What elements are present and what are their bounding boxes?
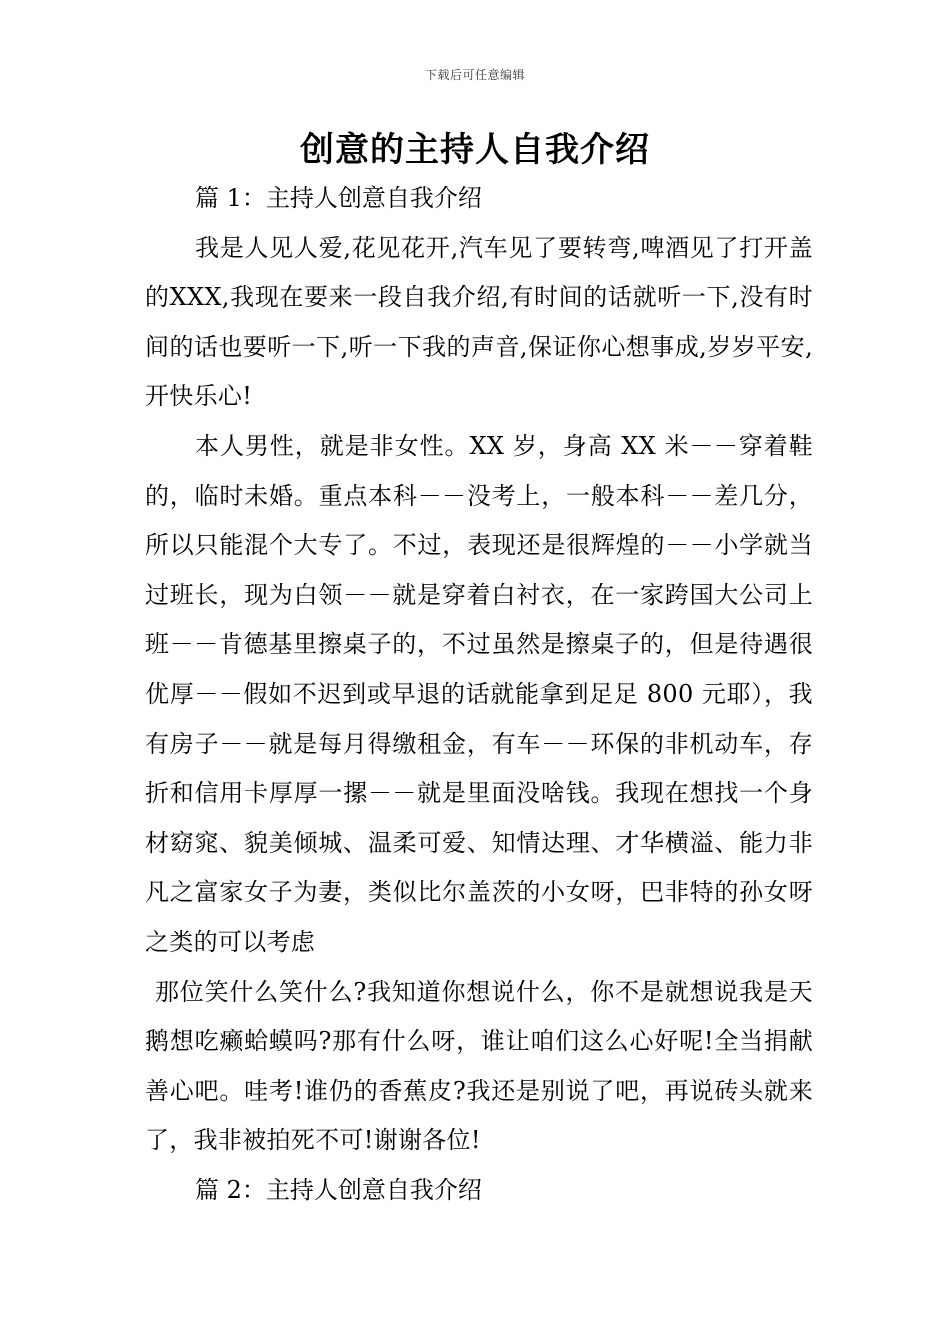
paragraph: 本人男性，就是非女性。XX 岁，身高 XX 米－－穿着鞋的，临时未婚。重点本科－－没考上，一般本科－－差几分，所以只能混个大专了。不过，表现还是很辉煌的－－小学就当过班长，现为白领－－就是穿着白衬衣，在一家跨国大公司上班－－肯德基里擦桌子的，不过虽然是擦桌子的，但是待遇很优厚－－假如不迟到或早退的话就能拿到足足 800 元耶），我有房子－－就是每月得缴租金，有车－－环保的非机动车，存折和信用卡厚厚一摞－－就是里面没啥钱。我现在想找一个身材窈窕、貌美倾城、温柔可爱、知情达理、才华横溢、能力非凡之富家女子为妻，类似比尔盖茨的小女呀，巴非特的孙女呀之类的可以考虑 [145,431,813,956]
paragraph: 那位笑什么笑什么?我知道你想说什么，你不是就想说我是天鹅想吃癞蛤蟆吗?那有什么呀，谁让咱们这么心好呢!全当捐献善心吧。哇考!谁仍的香蕉皮?我还是别说了吧，再说砖头就来了，我非被拍死不可!谢谢各位! [145,977,813,1155]
section-heading-1: 篇 1：主持人创意自我介绍 [195,184,482,212]
document-title: 创意的主持人自我介绍 [300,130,650,170]
document-body [145,174,813,1215]
paragraph: 我是人见人爱,花见花开,汽车见了要转弯,啤酒见了打开盖的XXX,我现在要来一段自我介绍,有时间的话就听一下,没有时间的话也要听一下,听一下我的声音,保证你心想事成,岁岁平安,开快乐心! [145,233,813,411]
section-heading-2: 篇 2：主持人创意自我介绍 [195,1175,482,1204]
header-note: 下载后可任意编辑 [424,68,525,82]
